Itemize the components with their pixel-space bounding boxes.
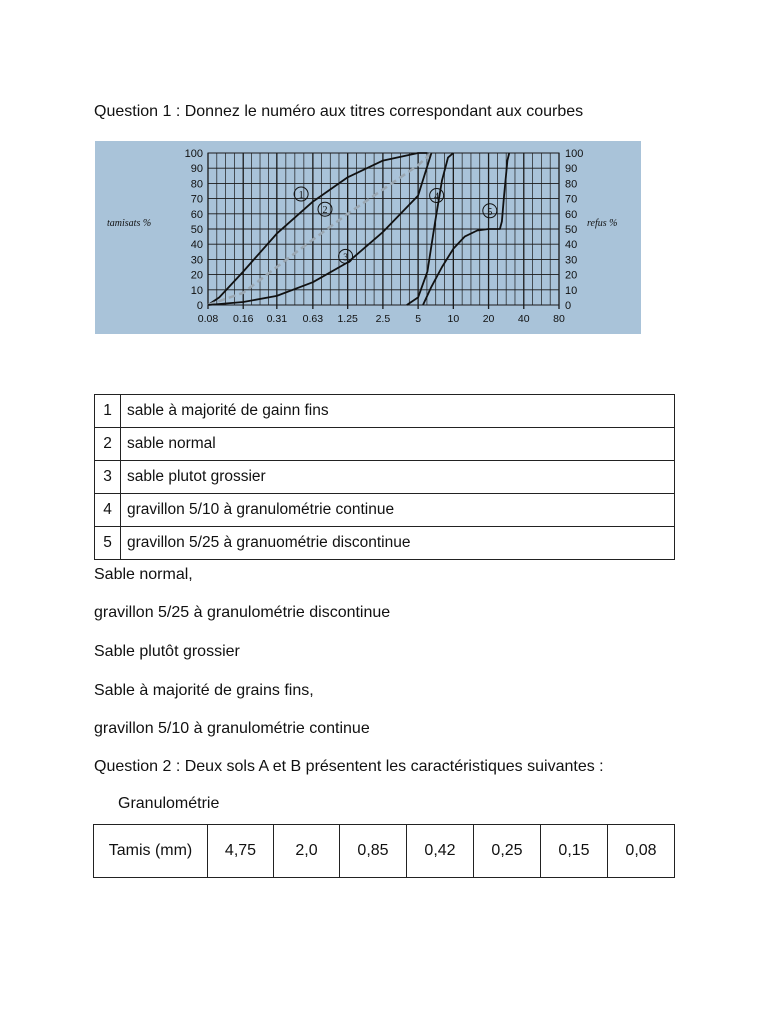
series-label: 4 (434, 191, 440, 203)
y-tick-label-right: 20 (565, 269, 578, 282)
x-tick-label: 5 (415, 313, 422, 325)
y-axis-label-right: refus % (587, 218, 618, 229)
answer-text: gravillon 5/10 à granulométrie continue (121, 494, 675, 527)
y-tick-label: 50 (190, 224, 203, 236)
granulometrie-label: Granulométrie (118, 795, 220, 812)
x-tick-label: 0.63 (302, 313, 324, 325)
series-label: 3 (343, 252, 349, 264)
y-tick-label: 70 (190, 193, 203, 206)
x-tick-label: 2.5 (375, 313, 391, 325)
y-tick-label-right: 40 (565, 239, 578, 252)
answer-number: 3 (95, 461, 121, 494)
x-tick-label: 20 (482, 313, 495, 325)
x-tick-label: 0.08 (197, 313, 219, 325)
y-tick-label: 80 (190, 178, 203, 191)
answer-text: sable normal (121, 428, 675, 461)
answer-row (95, 527, 675, 560)
tamis-value-cell: 0,85 (340, 825, 407, 878)
y-axis-label-left: tamisats % (107, 218, 152, 229)
series-label: 5 (487, 206, 493, 218)
answer-row (95, 494, 675, 527)
tamis-value-cell: 2,0 (274, 825, 340, 878)
x-tick-label: 0.16 (233, 313, 254, 325)
answer-row (95, 395, 675, 428)
series-label: 2 (322, 205, 328, 217)
x-tick-label: 10 (447, 313, 460, 325)
y-tick-label: 40 (190, 239, 203, 252)
statement-line: Sable à majorité de grains fins, (94, 682, 314, 699)
answer-number: 5 (95, 527, 121, 560)
answer-row (95, 428, 675, 461)
x-tick-label: 40 (517, 313, 530, 325)
y-tick-label-right: 60 (565, 208, 578, 221)
tamis-value-cell: 0,42 (407, 825, 474, 878)
tamis-value-cell: 0,25 (474, 825, 541, 878)
y-tick-label-right: 10 (565, 284, 578, 297)
y-tick-label-right: 50 (565, 224, 578, 236)
question-1-title: Question 1 : Donnez le numéro aux titres correspondant aux courbes (94, 103, 584, 120)
y-tick-label-right: 0 (565, 300, 572, 312)
y-tick-label-right: 90 (565, 163, 578, 176)
answer-number: 1 (95, 395, 121, 428)
tamis-value-cell: 0,08 (608, 825, 675, 878)
answer-text: sable à majorité de gainn fins (121, 395, 675, 428)
y-tick-label-right: 100 (565, 148, 584, 160)
y-tick-label: 100 (184, 148, 203, 160)
tamis-row (94, 825, 675, 878)
y-tick-label: 10 (190, 284, 203, 297)
answer-text: sable plutot grossier (121, 461, 675, 494)
statement-line: gravillon 5/10 à granulométrie continue (94, 720, 370, 737)
tamis-value-cell: 0,15 (541, 825, 608, 878)
y-tick-label: 90 (190, 163, 203, 176)
tamis-table (93, 824, 675, 878)
y-tick-label: 20 (190, 269, 203, 282)
granulometry-chart (95, 141, 641, 334)
y-tick-label: 0 (196, 300, 203, 312)
y-tick-label-right: 30 (565, 254, 578, 267)
answer-row (95, 461, 675, 494)
y-tick-label: 60 (190, 208, 203, 221)
y-tick-label-right: 70 (565, 193, 578, 206)
series-label: 1 (298, 190, 304, 202)
answer-text: gravillon 5/25 à granuométrie discontinue (121, 527, 675, 560)
answer-number: 4 (95, 494, 121, 527)
x-tick-label: 80 (553, 313, 565, 325)
question-2-title: Question 2 : Deux sols A et B présentent les caractéristiques suivantes : (94, 758, 604, 775)
chart-svg (95, 141, 641, 334)
x-tick-label: 1.25 (337, 313, 358, 325)
answers-table (94, 394, 675, 560)
answer-number: 2 (95, 428, 121, 461)
statement-line: Sable normal, (94, 566, 193, 583)
y-tick-label: 30 (190, 254, 203, 267)
x-tick-label: 0.31 (266, 313, 288, 325)
tamis-value-cell: 4,75 (208, 825, 274, 878)
statement-line: Sable plutôt grossier (94, 643, 240, 660)
statement-line: gravillon 5/25 à granulométrie discontinue (94, 604, 391, 621)
y-tick-label-right: 80 (565, 178, 578, 191)
tamis-header-cell: Tamis (mm) (94, 825, 208, 878)
